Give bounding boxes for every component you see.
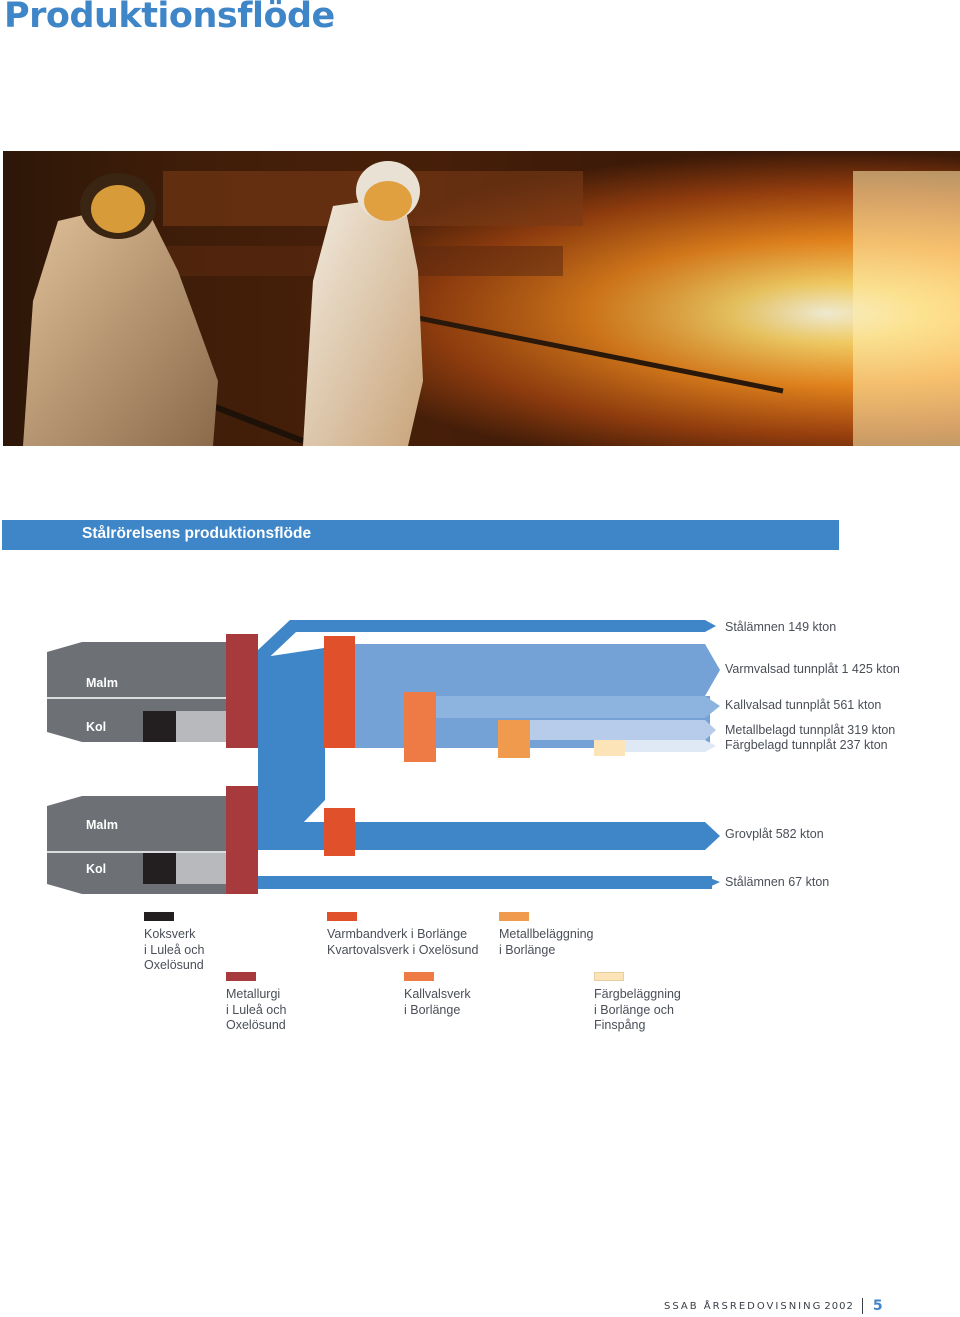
metallurgy-bar-lower (226, 786, 258, 894)
section-banner (2, 520, 839, 550)
legend-label: Metallurgi i Luleå och Oxelösund (226, 987, 287, 1032)
legend-label: Varmbandverk i Borlänge Kvartovalsverk i Oxelösund (327, 927, 479, 957)
slab-band-bottom (258, 876, 712, 889)
page-title: Produktionsflöde (4, 0, 335, 36)
main-output-ribbon (355, 644, 720, 696)
legend-swatch (594, 972, 624, 981)
legend-label: Koksverk i Luleå och Oxelösund (144, 927, 205, 972)
metal-coated-ribbon (530, 720, 716, 740)
output-label-slabs-149: Stålämnen 149 kton (725, 620, 837, 634)
legend-swatch (404, 972, 434, 981)
output-label-color-coated: Färgbelagd tunnplåt 237 kton (725, 738, 888, 752)
legend-swatch (144, 912, 174, 921)
output-label-hot-rolled: Varmvalsad tunnplåt 1 425 kton (725, 662, 900, 676)
input-label-ore-upper: Malm (86, 676, 118, 690)
production-flow-diagram (0, 600, 960, 910)
legend-item-cold-rolling (404, 972, 471, 1018)
input-label-coal-upper: Kol (86, 720, 107, 734)
coke-block-lower (143, 853, 176, 884)
output-label-metal-coated: Metallbelagd tunnplåt 319 kton (725, 723, 896, 737)
steelworks-photo (3, 151, 960, 446)
plate-ribbon (355, 822, 720, 850)
input-label-ore-lower: Malm (86, 818, 118, 832)
legend-label: Färgbeläggning i Borlänge och Finspång (594, 987, 681, 1032)
hot-rolling-mill-upper (324, 636, 355, 748)
cold-rolling-mill (404, 692, 436, 762)
section-title: Stålrörelsens produktionsflöde (82, 525, 312, 542)
coke-block-lower-light (176, 853, 226, 884)
legend-item-hot-rolling (327, 912, 478, 958)
legend-label: Kallvalsverk i Borlänge (404, 987, 471, 1017)
legend-swatch (226, 972, 256, 981)
footer-year: 2002 (824, 1300, 854, 1312)
legend-swatch (499, 912, 529, 921)
input-label-coal-lower: Kol (86, 862, 107, 876)
footer-org: SSAB ÅRSREDOVISNING (664, 1300, 823, 1312)
coke-block-upper (143, 711, 176, 742)
footer-divider (862, 1298, 863, 1314)
color-coating-line (594, 740, 625, 756)
legend-item-metallurgy (226, 972, 286, 1034)
output-label-plate: Grovplåt 582 kton (725, 827, 824, 841)
metal-coating-line (498, 720, 530, 758)
page-number: 5 (872, 1298, 883, 1314)
legend-item-coking (144, 912, 204, 974)
color-coated-ribbon (625, 740, 716, 752)
cold-rolled-ribbon (436, 696, 720, 718)
legend-label: Metallbeläggning i Borlänge (499, 927, 594, 957)
legend-item-color-coating (594, 972, 681, 1034)
legend-swatch (327, 912, 357, 921)
output-label-slabs-67: Stålämnen 67 kton (725, 875, 830, 889)
plate-mill-lower (324, 808, 355, 856)
metallurgy-bar-upper (226, 634, 258, 748)
legend-item-metal-coating (499, 912, 594, 958)
output-label-cold-rolled: Kallvalsad tunnplåt 561 kton (725, 698, 882, 712)
coke-block-upper-light (176, 711, 226, 742)
page-footer (664, 1298, 883, 1314)
